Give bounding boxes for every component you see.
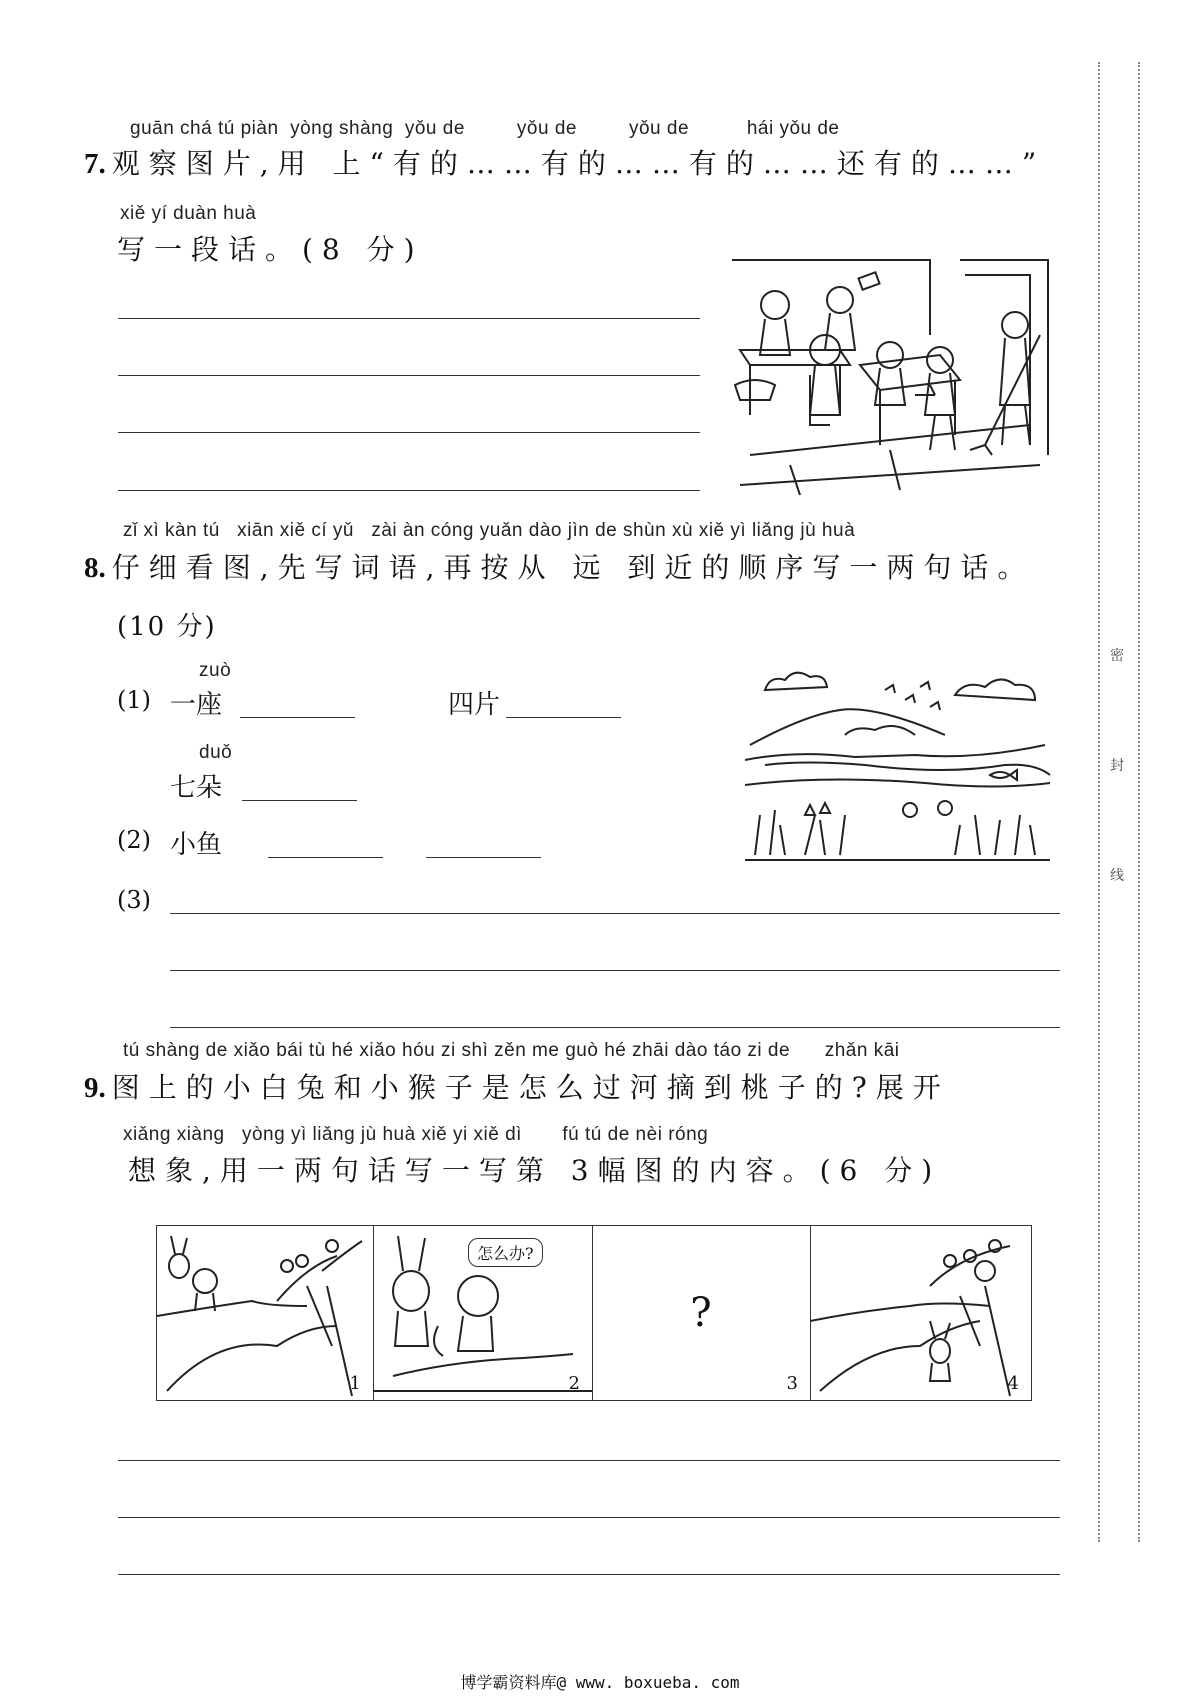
q8-part2-label: (2) bbox=[117, 826, 151, 854]
footer-watermark: 博学霸资料库@ www. boxueba. com bbox=[460, 1673, 740, 1692]
q8-qiduo-label: 七朵 bbox=[170, 773, 223, 803]
q9-panel-4-drawing bbox=[810, 1226, 1031, 1400]
q9-panel-3 bbox=[592, 1226, 811, 1400]
q8-xiaoyu-blank-2[interactable] bbox=[426, 857, 541, 858]
q8-landscape-illustration bbox=[745, 665, 1055, 865]
q8-part3-label: (3) bbox=[117, 886, 151, 914]
q9-panel-3-question-mark: ? bbox=[690, 1290, 712, 1336]
q8-qiduo-blank[interactable] bbox=[242, 800, 357, 801]
q8-text-line bbox=[84, 546, 1034, 586]
q7-answer-line-4[interactable] bbox=[118, 490, 700, 491]
q9-panel-2-drawing bbox=[373, 1226, 592, 1400]
q9-text-line1 bbox=[84, 1066, 950, 1106]
q9-panel-1-number: 1 bbox=[349, 1373, 361, 1394]
q8-zuo-pinyin: zuò bbox=[199, 660, 232, 681]
q9-panel-4-number: 4 bbox=[1007, 1373, 1019, 1394]
q9-pinyin-line2: xiǎng xiàng yòng yì liǎng jù huà xiě yi xiě dì fú tú de nèi róng bbox=[123, 1124, 709, 1145]
margin-dotted-line-left bbox=[1098, 62, 1100, 1542]
q8-part1-label: (1) bbox=[117, 686, 151, 714]
q9-answer-line-1[interactable] bbox=[118, 1460, 1060, 1461]
q7-text1: 观察图片,用 上“有的……有的……有的……还有的……” bbox=[111, 147, 1046, 180]
q7-pinyin-line2: xiě yí duàn huà bbox=[120, 203, 257, 224]
q8-duo-pinyin: duǒ bbox=[199, 742, 233, 763]
q9-panel-4 bbox=[810, 1226, 1031, 1400]
q9-panel-2-number: 2 bbox=[568, 1373, 580, 1394]
q8-xiaoyu-label: 小鱼 bbox=[170, 830, 223, 860]
q9-number: 9. bbox=[84, 1072, 106, 1104]
q8-answer-line-3[interactable] bbox=[170, 1027, 1060, 1028]
q9-text1: 图上的小白兔和小猴子是怎么过河摘到桃子的?展开 bbox=[111, 1071, 950, 1104]
q9-panel-2 bbox=[373, 1226, 593, 1400]
margin-dotted-line-right bbox=[1138, 62, 1140, 1542]
q7-pinyin-line1: guān chá tú piàn yòng shàng yǒu de yǒu de yǒu de hái yǒu de bbox=[130, 118, 840, 139]
q9-text-line2: 想象,用一两句话写一写第 3幅图的内容。(6 分) bbox=[128, 1154, 942, 1187]
q9-panel-3-number: 3 bbox=[786, 1373, 798, 1394]
q8-xiaoyu-blank-1[interactable] bbox=[268, 857, 383, 858]
q8-answer-line-1[interactable] bbox=[170, 913, 1060, 914]
q8-answer-line-2[interactable] bbox=[170, 970, 1060, 971]
q7-number: 7. bbox=[84, 148, 106, 180]
q9-pinyin-line1: tú shàng de xiǎo bái tù hé xiǎo hóu zi shì zěn me guò hé zhāi dào táo zi de zhǎn kāi bbox=[123, 1040, 900, 1061]
margin-char-mi: 密 bbox=[1110, 648, 1124, 664]
q7-answer-line-2[interactable] bbox=[118, 375, 700, 376]
q8-yizuo-blank[interactable] bbox=[240, 717, 355, 718]
margin-char-xian: 线 bbox=[1110, 868, 1124, 884]
q9-panel-1-drawing bbox=[157, 1226, 373, 1400]
q8-text: 仔细看图,先写词语,再按从 远 到近的顺序写一两句话。 bbox=[111, 551, 1035, 584]
q9-comic-strip bbox=[156, 1225, 1032, 1401]
q9-panel-1 bbox=[157, 1226, 374, 1400]
q7-classroom-illustration bbox=[730, 255, 1050, 495]
margin-char-feng: 封 bbox=[1110, 758, 1124, 774]
q8-sipian-blank[interactable] bbox=[506, 717, 621, 718]
q9-speech-bubble: 怎么办? bbox=[468, 1238, 543, 1267]
q7-answer-line-3[interactable] bbox=[118, 432, 700, 433]
q7-text-line2: 写一段话。(8 分) bbox=[117, 233, 424, 266]
q7-answer-line-1[interactable] bbox=[118, 318, 700, 319]
q8-yizuo-label: 一座 bbox=[170, 690, 223, 720]
q8-number: 8. bbox=[84, 552, 106, 584]
q9-answer-line-3[interactable] bbox=[118, 1574, 1060, 1575]
q8-score: (10 分) bbox=[117, 612, 217, 642]
q9-answer-line-2[interactable] bbox=[118, 1517, 1060, 1518]
q8-pinyin: zǐ xì kàn tú xiān xiě cí yǔ zài àn cóng yuǎn dào jìn de shùn xù xiě yì liǎng jù huà bbox=[123, 520, 856, 541]
q8-sipian-label: 四片 bbox=[448, 690, 501, 720]
q7-text-line1 bbox=[84, 142, 1045, 182]
